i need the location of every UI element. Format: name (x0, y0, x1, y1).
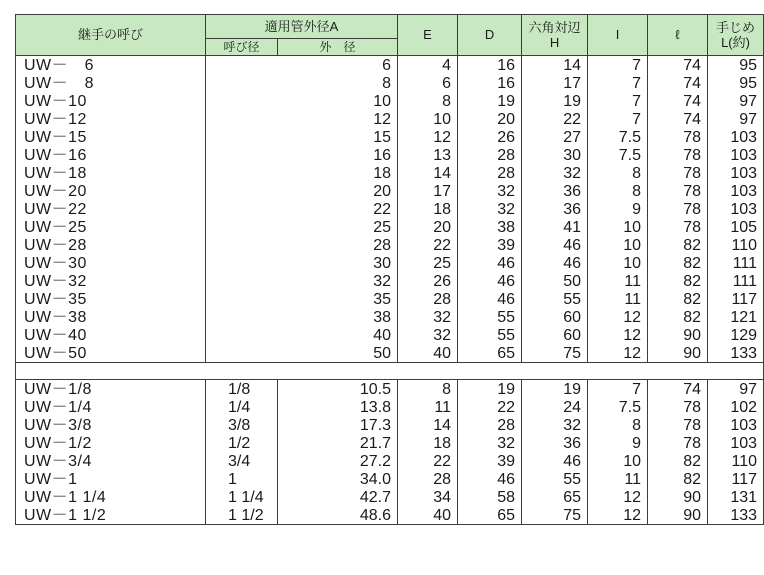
h-cell: 50 (522, 272, 588, 290)
table-row (16, 452, 764, 470)
d-cell: 39 (458, 452, 522, 470)
pipe-size-cell: 32 (206, 272, 398, 290)
i-cell: 7 (588, 92, 648, 110)
nominal-size-cell: 1/4 (206, 398, 278, 416)
ell-cell: 78 (648, 146, 708, 164)
d-cell: 55 (458, 326, 522, 344)
d-cell: 55 (458, 308, 522, 326)
i-cell: 12 (588, 308, 648, 326)
pipe-size-cell: 10 (206, 92, 398, 110)
d-cell: 19 (458, 380, 522, 399)
fitting-name-cell: UW－1/4 (16, 398, 206, 416)
ell-cell: 74 (648, 92, 708, 110)
d-cell: 22 (458, 398, 522, 416)
table-row (16, 164, 764, 182)
i-cell: 8 (588, 416, 648, 434)
fitting-name-cell: UW－40 (16, 326, 206, 344)
d-cell: 65 (458, 344, 522, 363)
ell-cell: 74 (648, 110, 708, 128)
i-cell: 7 (588, 74, 648, 92)
e-cell: 17 (398, 182, 458, 200)
fitting-name-cell: UW－12 (16, 110, 206, 128)
table-row (16, 398, 764, 416)
hand-tight-length-cell: 103 (708, 128, 764, 146)
h-cell: 65 (522, 488, 588, 506)
header-hand-tight-line1: 手じめ (716, 20, 756, 35)
h-cell: 46 (522, 254, 588, 272)
i-cell: 12 (588, 506, 648, 525)
e-cell: 34 (398, 488, 458, 506)
table-row (16, 92, 764, 110)
ell-cell: 82 (648, 290, 708, 308)
table-row (16, 470, 764, 488)
d-cell: 28 (458, 416, 522, 434)
h-cell: 46 (522, 452, 588, 470)
header-fitting-name: 継手の呼び (16, 15, 206, 56)
e-cell: 22 (398, 452, 458, 470)
ell-cell: 90 (648, 344, 708, 363)
i-cell: 10 (588, 254, 648, 272)
table-row (16, 344, 764, 363)
dimension-table (15, 14, 764, 525)
fitting-name-cell: UW－22 (16, 200, 206, 218)
d-cell: 28 (458, 146, 522, 164)
h-cell: 22 (522, 110, 588, 128)
fitting-name-cell: UW－32 (16, 272, 206, 290)
fitting-name-cell: UW－ 6 (16, 56, 206, 75)
nominal-size-cell: 1 (206, 470, 278, 488)
fitting-name-cell: UW－10 (16, 92, 206, 110)
i-cell: 12 (588, 488, 648, 506)
fitting-name-cell: UW－3/4 (16, 452, 206, 470)
i-cell: 7.5 (588, 128, 648, 146)
e-cell: 28 (398, 470, 458, 488)
i-cell: 7 (588, 56, 648, 75)
pipe-size-cell: 30 (206, 254, 398, 272)
h-cell: 19 (522, 92, 588, 110)
i-cell: 10 (588, 236, 648, 254)
outer-diameter-cell: 27.2 (278, 452, 398, 470)
fitting-name-cell: UW－30 (16, 254, 206, 272)
table-row (16, 128, 764, 146)
e-cell: 22 (398, 236, 458, 254)
table-row (16, 218, 764, 236)
outer-diameter-cell: 48.6 (278, 506, 398, 525)
e-cell: 18 (398, 200, 458, 218)
ell-cell: 82 (648, 308, 708, 326)
h-cell: 55 (522, 470, 588, 488)
nominal-size-cell: 1/8 (206, 380, 278, 399)
hand-tight-length-cell: 133 (708, 344, 764, 363)
ell-cell: 90 (648, 506, 708, 525)
e-cell: 14 (398, 164, 458, 182)
hand-tight-length-cell: 111 (708, 272, 764, 290)
pipe-size-cell: 20 (206, 182, 398, 200)
hand-tight-length-cell: 129 (708, 326, 764, 344)
header-hand-tight-line2: L(約) (721, 35, 750, 50)
nominal-size-cell: 1/2 (206, 434, 278, 452)
pipe-size-cell: 12 (206, 110, 398, 128)
ell-cell: 78 (648, 164, 708, 182)
e-cell: 32 (398, 326, 458, 344)
d-cell: 38 (458, 218, 522, 236)
e-cell: 26 (398, 272, 458, 290)
d-cell: 46 (458, 290, 522, 308)
hand-tight-length-cell: 95 (708, 56, 764, 75)
ell-cell: 82 (648, 236, 708, 254)
hand-tight-length-cell: 103 (708, 434, 764, 452)
hand-tight-length-cell: 103 (708, 182, 764, 200)
fitting-name-cell: UW－1/2 (16, 434, 206, 452)
table-row (16, 506, 764, 525)
hand-tight-length-cell: 110 (708, 236, 764, 254)
hand-tight-length-cell: 110 (708, 452, 764, 470)
fitting-name-cell: UW－3/8 (16, 416, 206, 434)
fitting-name-cell: UW－25 (16, 218, 206, 236)
e-cell: 18 (398, 434, 458, 452)
header-outer-diameter: 外 径 (278, 39, 398, 56)
hand-tight-length-cell: 121 (708, 308, 764, 326)
d-cell: 46 (458, 272, 522, 290)
ell-cell: 78 (648, 200, 708, 218)
table-row (16, 182, 764, 200)
fitting-name-cell: UW－ 8 (16, 74, 206, 92)
e-cell: 14 (398, 416, 458, 434)
outer-diameter-cell: 13.8 (278, 398, 398, 416)
e-cell: 25 (398, 254, 458, 272)
h-cell: 36 (522, 200, 588, 218)
header-hex-line1: 六角対辺 (528, 20, 581, 35)
e-cell: 10 (398, 110, 458, 128)
d-cell: 65 (458, 506, 522, 525)
e-cell: 40 (398, 506, 458, 525)
header-e: E (398, 15, 458, 56)
h-cell: 55 (522, 290, 588, 308)
d-cell: 32 (458, 200, 522, 218)
pipe-size-cell: 8 (206, 74, 398, 92)
header-hex-across-flats (522, 15, 588, 56)
pipe-size-cell: 50 (206, 344, 398, 363)
header-hand-tight (708, 15, 764, 56)
nominal-size-cell: 1 1/4 (206, 488, 278, 506)
i-cell: 7 (588, 380, 648, 399)
h-cell: 19 (522, 380, 588, 399)
h-cell: 27 (522, 128, 588, 146)
table-body (16, 56, 764, 525)
i-cell: 10 (588, 218, 648, 236)
hand-tight-length-cell: 97 (708, 110, 764, 128)
d-cell: 32 (458, 434, 522, 452)
ell-cell: 78 (648, 128, 708, 146)
header-applicable-pipe-od: 適用管外径A (206, 15, 398, 39)
hand-tight-length-cell: 111 (708, 254, 764, 272)
ell-cell: 78 (648, 218, 708, 236)
pipe-size-cell: 6 (206, 56, 398, 75)
h-cell: 60 (522, 326, 588, 344)
outer-diameter-cell: 21.7 (278, 434, 398, 452)
i-cell: 7.5 (588, 146, 648, 164)
fitting-name-cell: UW－38 (16, 308, 206, 326)
i-cell: 11 (588, 470, 648, 488)
pipe-size-cell: 15 (206, 128, 398, 146)
d-cell: 39 (458, 236, 522, 254)
ell-cell: 82 (648, 272, 708, 290)
fitting-name-cell: UW－28 (16, 236, 206, 254)
i-cell: 12 (588, 326, 648, 344)
hand-tight-length-cell: 103 (708, 164, 764, 182)
e-cell: 6 (398, 74, 458, 92)
i-cell: 7.5 (588, 398, 648, 416)
header-d: D (458, 15, 522, 56)
hand-tight-length-cell: 117 (708, 470, 764, 488)
d-cell: 32 (458, 182, 522, 200)
table-row (16, 236, 764, 254)
table-row (16, 434, 764, 452)
ell-cell: 74 (648, 74, 708, 92)
e-cell: 40 (398, 344, 458, 363)
ell-cell: 78 (648, 398, 708, 416)
ell-cell: 82 (648, 254, 708, 272)
i-cell: 7 (588, 110, 648, 128)
ell-cell: 78 (648, 416, 708, 434)
pipe-size-cell: 16 (206, 146, 398, 164)
h-cell: 75 (522, 506, 588, 525)
table-row (16, 416, 764, 434)
i-cell: 9 (588, 200, 648, 218)
h-cell: 60 (522, 308, 588, 326)
e-cell: 28 (398, 290, 458, 308)
h-cell: 36 (522, 182, 588, 200)
hand-tight-length-cell: 133 (708, 506, 764, 525)
table-row (16, 272, 764, 290)
hand-tight-length-cell: 131 (708, 488, 764, 506)
table-row (16, 74, 764, 92)
table-row (16, 200, 764, 218)
pipe-size-cell: 22 (206, 200, 398, 218)
hand-tight-length-cell: 103 (708, 416, 764, 434)
nominal-size-cell: 3/4 (206, 452, 278, 470)
d-cell: 28 (458, 164, 522, 182)
table-row (16, 326, 764, 344)
table-row (16, 56, 764, 75)
i-cell: 9 (588, 434, 648, 452)
e-cell: 20 (398, 218, 458, 236)
table-row (16, 290, 764, 308)
header-i: I (588, 15, 648, 56)
outer-diameter-cell: 42.7 (278, 488, 398, 506)
nominal-size-cell: 1 1/2 (206, 506, 278, 525)
hand-tight-length-cell: 105 (708, 218, 764, 236)
pipe-size-cell: 38 (206, 308, 398, 326)
section-divider (16, 363, 764, 380)
table-row (16, 146, 764, 164)
h-cell: 41 (522, 218, 588, 236)
h-cell: 30 (522, 146, 588, 164)
d-cell: 16 (458, 74, 522, 92)
fitting-name-cell: UW－1 (16, 470, 206, 488)
fitting-name-cell: UW－50 (16, 344, 206, 363)
table-row (16, 254, 764, 272)
h-cell: 24 (522, 398, 588, 416)
outer-diameter-cell: 17.3 (278, 416, 398, 434)
h-cell: 36 (522, 434, 588, 452)
fitting-name-cell: UW－1 1/4 (16, 488, 206, 506)
ell-cell: 90 (648, 488, 708, 506)
table-row (16, 110, 764, 128)
hand-tight-length-cell: 103 (708, 200, 764, 218)
d-cell: 26 (458, 128, 522, 146)
table-row (16, 380, 764, 399)
fitting-name-cell: UW－18 (16, 164, 206, 182)
header-hex-line2: H (549, 35, 560, 50)
i-cell: 11 (588, 272, 648, 290)
section-divider-row (16, 363, 764, 380)
hand-tight-length-cell: 103 (708, 146, 764, 164)
h-cell: 17 (522, 74, 588, 92)
e-cell: 12 (398, 128, 458, 146)
hand-tight-length-cell: 117 (708, 290, 764, 308)
i-cell: 8 (588, 182, 648, 200)
e-cell: 8 (398, 92, 458, 110)
e-cell: 13 (398, 146, 458, 164)
i-cell: 8 (588, 164, 648, 182)
pipe-size-cell: 28 (206, 236, 398, 254)
fitting-name-cell: UW－16 (16, 146, 206, 164)
hand-tight-length-cell: 97 (708, 380, 764, 399)
fitting-name-cell: UW－20 (16, 182, 206, 200)
hand-tight-length-cell: 97 (708, 92, 764, 110)
ell-cell: 74 (648, 56, 708, 75)
header-ell: ℓ (648, 15, 708, 56)
d-cell: 46 (458, 470, 522, 488)
hand-tight-length-cell: 95 (708, 74, 764, 92)
nominal-size-cell: 3/8 (206, 416, 278, 434)
e-cell: 4 (398, 56, 458, 75)
h-cell: 32 (522, 164, 588, 182)
h-cell: 14 (522, 56, 588, 75)
pipe-size-cell: 25 (206, 218, 398, 236)
e-cell: 11 (398, 398, 458, 416)
ell-cell: 90 (648, 326, 708, 344)
d-cell: 46 (458, 254, 522, 272)
outer-diameter-cell: 10.5 (278, 380, 398, 399)
ell-cell: 78 (648, 182, 708, 200)
e-cell: 8 (398, 380, 458, 399)
h-cell: 46 (522, 236, 588, 254)
d-cell: 19 (458, 92, 522, 110)
e-cell: 32 (398, 308, 458, 326)
ell-cell: 82 (648, 452, 708, 470)
table-row (16, 308, 764, 326)
hand-tight-length-cell: 102 (708, 398, 764, 416)
i-cell: 11 (588, 290, 648, 308)
fitting-name-cell: UW－1 1/2 (16, 506, 206, 525)
ell-cell: 78 (648, 434, 708, 452)
h-cell: 75 (522, 344, 588, 363)
ell-cell: 74 (648, 380, 708, 399)
fitting-name-cell: UW－15 (16, 128, 206, 146)
i-cell: 12 (588, 344, 648, 363)
outer-diameter-cell: 34.0 (278, 470, 398, 488)
ell-cell: 82 (648, 470, 708, 488)
fitting-name-cell: UW－35 (16, 290, 206, 308)
pipe-size-cell: 18 (206, 164, 398, 182)
i-cell: 10 (588, 452, 648, 470)
header-nominal-size: 呼び径 (206, 39, 278, 56)
h-cell: 32 (522, 416, 588, 434)
pipe-size-cell: 40 (206, 326, 398, 344)
d-cell: 16 (458, 56, 522, 75)
d-cell: 20 (458, 110, 522, 128)
d-cell: 58 (458, 488, 522, 506)
table-row (16, 488, 764, 506)
pipe-size-cell: 35 (206, 290, 398, 308)
fitting-name-cell: UW－1/8 (16, 380, 206, 399)
